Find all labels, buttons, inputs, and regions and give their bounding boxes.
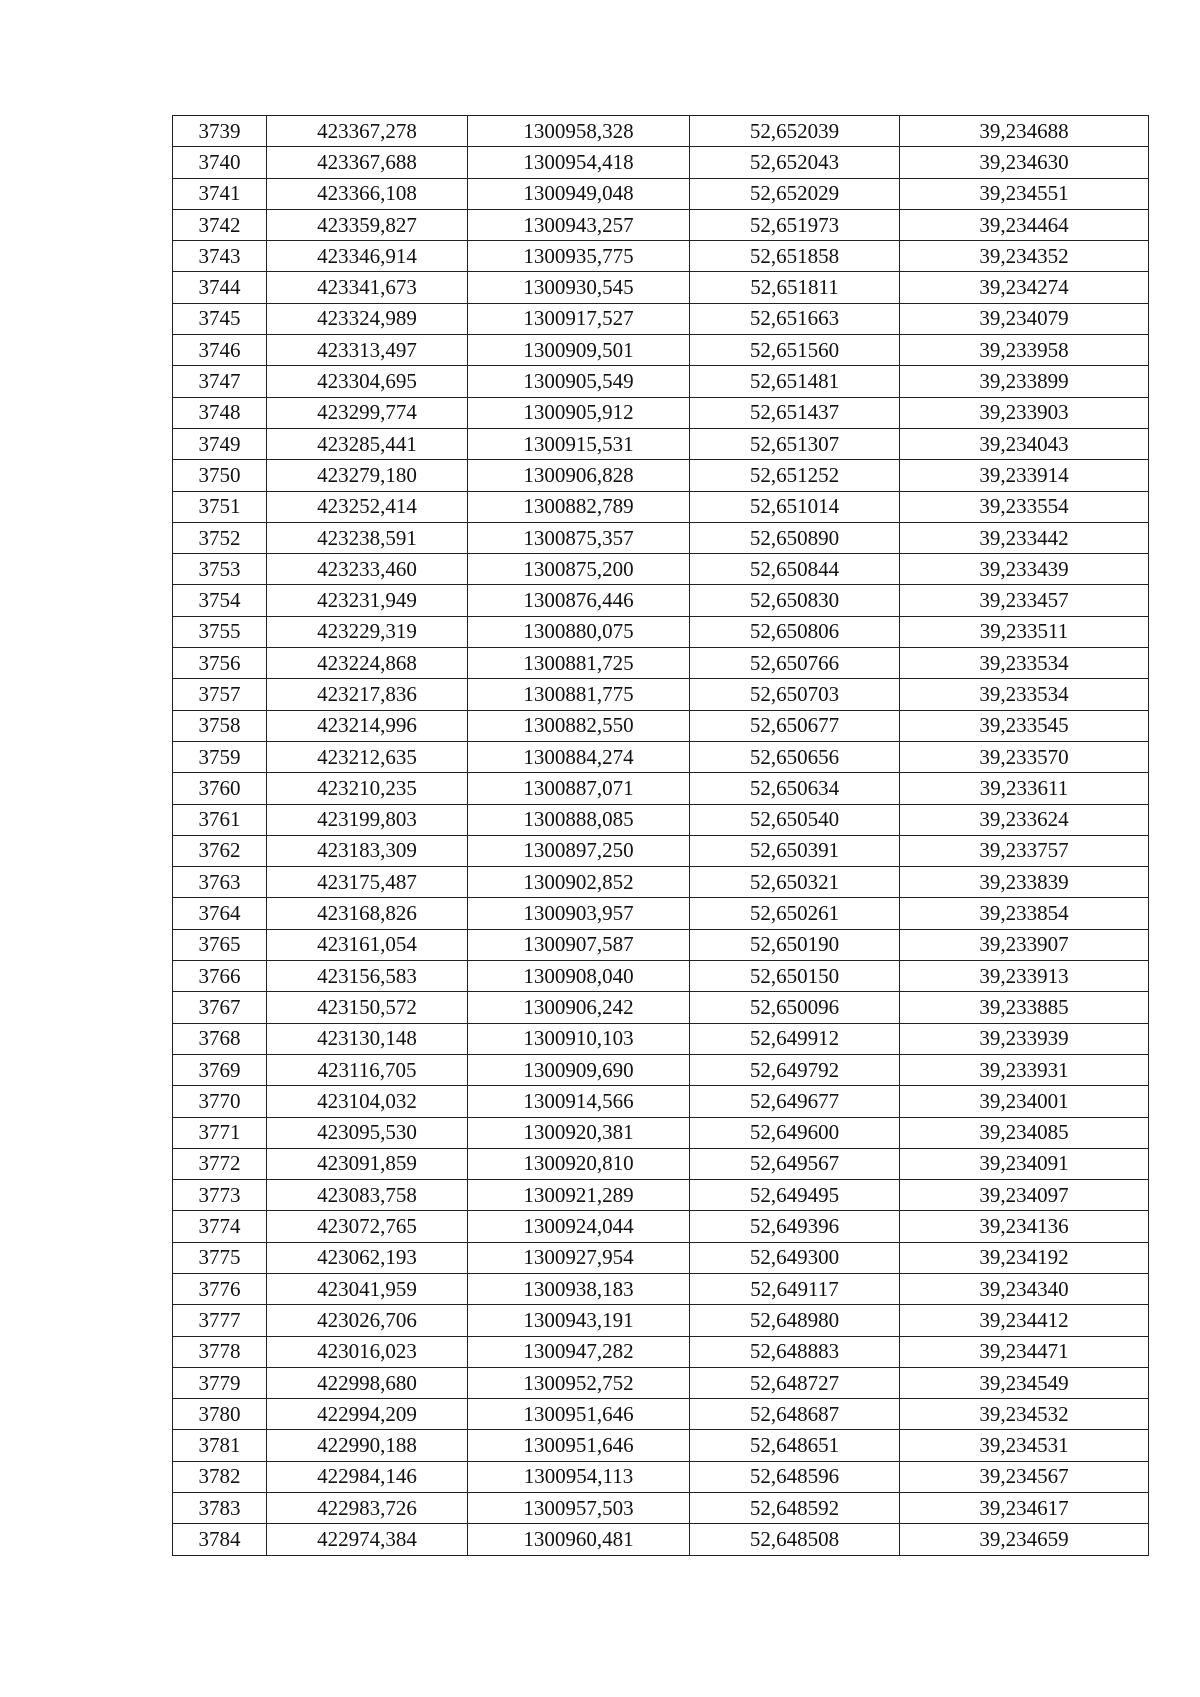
x-coordinate-cell: 423217,836 — [267, 679, 468, 710]
y-coordinate-cell: 1300951,646 — [468, 1399, 690, 1430]
latitude-cell: 52,650830 — [690, 585, 900, 616]
point-number-cell: 3756 — [173, 648, 267, 679]
x-coordinate-cell: 423367,278 — [267, 116, 468, 147]
table-row — [173, 929, 1149, 960]
x-coordinate-cell: 423116,705 — [267, 1054, 468, 1085]
y-coordinate-cell: 1300921,289 — [468, 1180, 690, 1211]
y-coordinate-cell: 1300909,690 — [468, 1054, 690, 1085]
y-coordinate-cell: 1300924,044 — [468, 1211, 690, 1242]
point-number-cell: 3748 — [173, 397, 267, 428]
latitude-cell: 52,651973 — [690, 209, 900, 240]
longitude-cell: 39,233885 — [900, 992, 1149, 1023]
point-number-cell: 3780 — [173, 1399, 267, 1430]
y-coordinate-cell: 1300907,587 — [468, 929, 690, 960]
longitude-cell: 39,234085 — [900, 1117, 1149, 1148]
table-row — [173, 648, 1149, 679]
point-number-cell: 3747 — [173, 366, 267, 397]
point-number-cell: 3754 — [173, 585, 267, 616]
point-number-cell: 3743 — [173, 241, 267, 272]
table-row — [173, 1430, 1149, 1461]
latitude-cell: 52,649567 — [690, 1148, 900, 1179]
longitude-cell: 39,234043 — [900, 428, 1149, 459]
y-coordinate-cell: 1300930,545 — [468, 272, 690, 303]
longitude-cell: 39,233442 — [900, 522, 1149, 553]
table-row — [173, 992, 1149, 1023]
point-number-cell: 3776 — [173, 1273, 267, 1304]
latitude-cell: 52,649495 — [690, 1180, 900, 1211]
table-row — [173, 1023, 1149, 1054]
point-number-cell: 3740 — [173, 147, 267, 178]
y-coordinate-cell: 1300905,549 — [468, 366, 690, 397]
longitude-cell: 39,233907 — [900, 929, 1149, 960]
table-row — [173, 679, 1149, 710]
table-row — [173, 1367, 1149, 1398]
point-number-cell: 3770 — [173, 1086, 267, 1117]
longitude-cell: 39,234549 — [900, 1367, 1149, 1398]
y-coordinate-cell: 1300897,250 — [468, 835, 690, 866]
longitude-cell: 39,234688 — [900, 116, 1149, 147]
x-coordinate-cell: 423324,989 — [267, 303, 468, 334]
point-number-cell: 3765 — [173, 929, 267, 960]
x-coordinate-cell: 423304,695 — [267, 366, 468, 397]
y-coordinate-cell: 1300917,527 — [468, 303, 690, 334]
table-row — [173, 961, 1149, 992]
latitude-cell: 52,650391 — [690, 835, 900, 866]
table-row — [173, 1273, 1149, 1304]
longitude-cell: 39,234340 — [900, 1273, 1149, 1304]
x-coordinate-cell: 423367,688 — [267, 147, 468, 178]
x-coordinate-cell: 423175,487 — [267, 867, 468, 898]
latitude-cell: 52,648651 — [690, 1430, 900, 1461]
x-coordinate-cell: 423183,309 — [267, 835, 468, 866]
latitude-cell: 52,650806 — [690, 616, 900, 647]
y-coordinate-cell: 1300882,550 — [468, 710, 690, 741]
latitude-cell: 52,648508 — [690, 1524, 900, 1555]
y-coordinate-cell: 1300914,566 — [468, 1086, 690, 1117]
latitude-cell: 52,650634 — [690, 773, 900, 804]
latitude-cell: 52,651858 — [690, 241, 900, 272]
table-row — [173, 397, 1149, 428]
longitude-cell: 39,234471 — [900, 1336, 1149, 1367]
latitude-cell: 52,648883 — [690, 1336, 900, 1367]
x-coordinate-cell: 423346,914 — [267, 241, 468, 272]
latitude-cell: 52,649792 — [690, 1054, 900, 1085]
x-coordinate-cell: 423016,023 — [267, 1336, 468, 1367]
y-coordinate-cell: 1300954,113 — [468, 1461, 690, 1492]
x-coordinate-cell: 422983,726 — [267, 1493, 468, 1524]
table-row — [173, 335, 1149, 366]
table-row — [173, 241, 1149, 272]
x-coordinate-cell: 423279,180 — [267, 460, 468, 491]
latitude-cell: 52,649300 — [690, 1242, 900, 1273]
x-coordinate-cell: 423156,583 — [267, 961, 468, 992]
y-coordinate-cell: 1300920,381 — [468, 1117, 690, 1148]
y-coordinate-cell: 1300958,328 — [468, 116, 690, 147]
point-number-cell: 3758 — [173, 710, 267, 741]
latitude-cell: 52,648592 — [690, 1493, 900, 1524]
table-row — [173, 616, 1149, 647]
x-coordinate-cell: 423199,803 — [267, 804, 468, 835]
y-coordinate-cell: 1300935,775 — [468, 241, 690, 272]
x-coordinate-cell: 423285,441 — [267, 428, 468, 459]
table-row — [173, 428, 1149, 459]
y-coordinate-cell: 1300888,085 — [468, 804, 690, 835]
latitude-cell: 52,650096 — [690, 992, 900, 1023]
table-row — [173, 491, 1149, 522]
table-row — [173, 1117, 1149, 1148]
point-number-cell: 3764 — [173, 898, 267, 929]
longitude-cell: 39,233913 — [900, 961, 1149, 992]
table-row — [173, 773, 1149, 804]
longitude-cell: 39,233511 — [900, 616, 1149, 647]
y-coordinate-cell: 1300949,048 — [468, 178, 690, 209]
x-coordinate-cell: 423224,868 — [267, 648, 468, 679]
longitude-cell: 39,233534 — [900, 648, 1149, 679]
latitude-cell: 52,650321 — [690, 867, 900, 898]
y-coordinate-cell: 1300910,103 — [468, 1023, 690, 1054]
longitude-cell: 39,234274 — [900, 272, 1149, 303]
longitude-cell: 39,233903 — [900, 397, 1149, 428]
point-number-cell: 3769 — [173, 1054, 267, 1085]
y-coordinate-cell: 1300906,242 — [468, 992, 690, 1023]
longitude-cell: 39,233931 — [900, 1054, 1149, 1085]
x-coordinate-cell: 422998,680 — [267, 1367, 468, 1398]
y-coordinate-cell: 1300938,183 — [468, 1273, 690, 1304]
point-number-cell: 3751 — [173, 491, 267, 522]
y-coordinate-cell: 1300887,071 — [468, 773, 690, 804]
point-number-cell: 3782 — [173, 1461, 267, 1492]
table-row — [173, 116, 1149, 147]
point-number-cell: 3757 — [173, 679, 267, 710]
y-coordinate-cell: 1300881,725 — [468, 648, 690, 679]
x-coordinate-cell: 423214,996 — [267, 710, 468, 741]
point-number-cell: 3762 — [173, 835, 267, 866]
longitude-cell: 39,233554 — [900, 491, 1149, 522]
point-number-cell: 3784 — [173, 1524, 267, 1555]
latitude-cell: 52,648687 — [690, 1399, 900, 1430]
y-coordinate-cell: 1300915,531 — [468, 428, 690, 459]
latitude-cell: 52,651252 — [690, 460, 900, 491]
longitude-cell: 39,233958 — [900, 335, 1149, 366]
x-coordinate-cell: 423026,706 — [267, 1305, 468, 1336]
coordinates-table-body — [173, 116, 1149, 1556]
y-coordinate-cell: 1300905,912 — [468, 397, 690, 428]
x-coordinate-cell: 422994,209 — [267, 1399, 468, 1430]
x-coordinate-cell: 423161,054 — [267, 929, 468, 960]
point-number-cell: 3746 — [173, 335, 267, 366]
y-coordinate-cell: 1300906,828 — [468, 460, 690, 491]
point-number-cell: 3742 — [173, 209, 267, 240]
table-row — [173, 1399, 1149, 1430]
point-number-cell: 3755 — [173, 616, 267, 647]
point-number-cell: 3781 — [173, 1430, 267, 1461]
table-row — [173, 1148, 1149, 1179]
latitude-cell: 52,650261 — [690, 898, 900, 929]
y-coordinate-cell: 1300908,040 — [468, 961, 690, 992]
x-coordinate-cell: 423229,319 — [267, 616, 468, 647]
table-row — [173, 1180, 1149, 1211]
table-row — [173, 1086, 1149, 1117]
table-row — [173, 1305, 1149, 1336]
table-row — [173, 272, 1149, 303]
x-coordinate-cell: 423150,572 — [267, 992, 468, 1023]
y-coordinate-cell: 1300875,200 — [468, 554, 690, 585]
table-row — [173, 1493, 1149, 1524]
longitude-cell: 39,234079 — [900, 303, 1149, 334]
point-number-cell: 3760 — [173, 773, 267, 804]
latitude-cell: 52,648596 — [690, 1461, 900, 1492]
y-coordinate-cell: 1300943,257 — [468, 209, 690, 240]
x-coordinate-cell: 422990,188 — [267, 1430, 468, 1461]
x-coordinate-cell: 423130,148 — [267, 1023, 468, 1054]
longitude-cell: 39,233439 — [900, 554, 1149, 585]
longitude-cell: 39,233611 — [900, 773, 1149, 804]
table-row — [173, 835, 1149, 866]
x-coordinate-cell: 423104,032 — [267, 1086, 468, 1117]
latitude-cell: 52,651811 — [690, 272, 900, 303]
point-number-cell: 3759 — [173, 741, 267, 772]
x-coordinate-cell: 423095,530 — [267, 1117, 468, 1148]
longitude-cell: 39,234097 — [900, 1180, 1149, 1211]
table-row — [173, 1524, 1149, 1555]
y-coordinate-cell: 1300960,481 — [468, 1524, 690, 1555]
x-coordinate-cell: 422974,384 — [267, 1524, 468, 1555]
longitude-cell: 39,234617 — [900, 1493, 1149, 1524]
latitude-cell: 52,648727 — [690, 1367, 900, 1398]
latitude-cell: 52,650766 — [690, 648, 900, 679]
longitude-cell: 39,234532 — [900, 1399, 1149, 1430]
table-row — [173, 209, 1149, 240]
longitude-cell: 39,234412 — [900, 1305, 1149, 1336]
point-number-cell: 3779 — [173, 1367, 267, 1398]
longitude-cell: 39,233534 — [900, 679, 1149, 710]
y-coordinate-cell: 1300947,282 — [468, 1336, 690, 1367]
table-row — [173, 804, 1149, 835]
y-coordinate-cell: 1300884,274 — [468, 741, 690, 772]
latitude-cell: 52,650656 — [690, 741, 900, 772]
latitude-cell: 52,652029 — [690, 178, 900, 209]
longitude-cell: 39,234567 — [900, 1461, 1149, 1492]
point-number-cell: 3741 — [173, 178, 267, 209]
latitude-cell: 52,651437 — [690, 397, 900, 428]
table-row — [173, 522, 1149, 553]
longitude-cell: 39,234192 — [900, 1242, 1149, 1273]
point-number-cell: 3778 — [173, 1336, 267, 1367]
longitude-cell: 39,234001 — [900, 1086, 1149, 1117]
latitude-cell: 52,650150 — [690, 961, 900, 992]
y-coordinate-cell: 1300909,501 — [468, 335, 690, 366]
point-number-cell: 3771 — [173, 1117, 267, 1148]
table-row — [173, 366, 1149, 397]
y-coordinate-cell: 1300951,646 — [468, 1430, 690, 1461]
point-number-cell: 3766 — [173, 961, 267, 992]
longitude-cell: 39,233899 — [900, 366, 1149, 397]
longitude-cell: 39,234551 — [900, 178, 1149, 209]
x-coordinate-cell: 423231,949 — [267, 585, 468, 616]
point-number-cell: 3752 — [173, 522, 267, 553]
latitude-cell: 52,652043 — [690, 147, 900, 178]
longitude-cell: 39,233939 — [900, 1023, 1149, 1054]
longitude-cell: 39,233914 — [900, 460, 1149, 491]
longitude-cell: 39,234531 — [900, 1430, 1149, 1461]
y-coordinate-cell: 1300927,954 — [468, 1242, 690, 1273]
point-number-cell: 3783 — [173, 1493, 267, 1524]
x-coordinate-cell: 423041,959 — [267, 1273, 468, 1304]
table-row — [173, 554, 1149, 585]
latitude-cell: 52,651307 — [690, 428, 900, 459]
point-number-cell: 3761 — [173, 804, 267, 835]
latitude-cell: 52,650703 — [690, 679, 900, 710]
y-coordinate-cell: 1300902,852 — [468, 867, 690, 898]
point-number-cell: 3774 — [173, 1211, 267, 1242]
y-coordinate-cell: 1300903,957 — [468, 898, 690, 929]
y-coordinate-cell: 1300882,789 — [468, 491, 690, 522]
longitude-cell: 39,234136 — [900, 1211, 1149, 1242]
point-number-cell: 3767 — [173, 992, 267, 1023]
x-coordinate-cell: 423168,826 — [267, 898, 468, 929]
x-coordinate-cell: 423252,414 — [267, 491, 468, 522]
table-row — [173, 585, 1149, 616]
x-coordinate-cell: 423210,235 — [267, 773, 468, 804]
longitude-cell: 39,234464 — [900, 209, 1149, 240]
point-number-cell: 3745 — [173, 303, 267, 334]
latitude-cell: 52,651014 — [690, 491, 900, 522]
x-coordinate-cell: 423072,765 — [267, 1211, 468, 1242]
longitude-cell: 39,234091 — [900, 1148, 1149, 1179]
table-row — [173, 710, 1149, 741]
longitude-cell: 39,233854 — [900, 898, 1149, 929]
latitude-cell: 52,650190 — [690, 929, 900, 960]
latitude-cell: 52,649600 — [690, 1117, 900, 1148]
latitude-cell: 52,650844 — [690, 554, 900, 585]
x-coordinate-cell: 423299,774 — [267, 397, 468, 428]
longitude-cell: 39,234630 — [900, 147, 1149, 178]
table-row — [173, 898, 1149, 929]
latitude-cell: 52,649117 — [690, 1273, 900, 1304]
point-number-cell: 3777 — [173, 1305, 267, 1336]
table-row — [173, 1461, 1149, 1492]
longitude-cell: 39,233545 — [900, 710, 1149, 741]
x-coordinate-cell: 423238,591 — [267, 522, 468, 553]
point-number-cell: 3753 — [173, 554, 267, 585]
table-row — [173, 147, 1149, 178]
latitude-cell: 52,652039 — [690, 116, 900, 147]
y-coordinate-cell: 1300943,191 — [468, 1305, 690, 1336]
table-row — [173, 1336, 1149, 1367]
x-coordinate-cell: 423212,635 — [267, 741, 468, 772]
latitude-cell: 52,648980 — [690, 1305, 900, 1336]
longitude-cell: 39,234352 — [900, 241, 1149, 272]
point-number-cell: 3772 — [173, 1148, 267, 1179]
y-coordinate-cell: 1300957,503 — [468, 1493, 690, 1524]
table-row — [173, 178, 1149, 209]
x-coordinate-cell: 423083,758 — [267, 1180, 468, 1211]
longitude-cell: 39,234659 — [900, 1524, 1149, 1555]
latitude-cell: 52,650890 — [690, 522, 900, 553]
point-number-cell: 3763 — [173, 867, 267, 898]
y-coordinate-cell: 1300876,446 — [468, 585, 690, 616]
table-row — [173, 1054, 1149, 1085]
latitude-cell: 52,651481 — [690, 366, 900, 397]
longitude-cell: 39,233839 — [900, 867, 1149, 898]
point-number-cell: 3749 — [173, 428, 267, 459]
latitude-cell: 52,649396 — [690, 1211, 900, 1242]
coordinates-table — [172, 115, 1149, 1556]
point-number-cell: 3739 — [173, 116, 267, 147]
y-coordinate-cell: 1300875,357 — [468, 522, 690, 553]
x-coordinate-cell: 423341,673 — [267, 272, 468, 303]
y-coordinate-cell: 1300920,810 — [468, 1148, 690, 1179]
table-row — [173, 460, 1149, 491]
point-number-cell: 3775 — [173, 1242, 267, 1273]
x-coordinate-cell: 423366,108 — [267, 178, 468, 209]
point-number-cell: 3768 — [173, 1023, 267, 1054]
latitude-cell: 52,649677 — [690, 1086, 900, 1117]
x-coordinate-cell: 423091,859 — [267, 1148, 468, 1179]
latitude-cell: 52,650540 — [690, 804, 900, 835]
y-coordinate-cell: 1300880,075 — [468, 616, 690, 647]
point-number-cell: 3744 — [173, 272, 267, 303]
table-row — [173, 867, 1149, 898]
longitude-cell: 39,233457 — [900, 585, 1149, 616]
point-number-cell: 3773 — [173, 1180, 267, 1211]
latitude-cell: 52,649912 — [690, 1023, 900, 1054]
x-coordinate-cell: 423062,193 — [267, 1242, 468, 1273]
table-row — [173, 303, 1149, 334]
y-coordinate-cell: 1300954,418 — [468, 147, 690, 178]
table-row — [173, 1242, 1149, 1273]
latitude-cell: 52,650677 — [690, 710, 900, 741]
x-coordinate-cell: 423233,460 — [267, 554, 468, 585]
table-row — [173, 741, 1149, 772]
x-coordinate-cell: 422984,146 — [267, 1461, 468, 1492]
latitude-cell: 52,651560 — [690, 335, 900, 366]
x-coordinate-cell: 423313,497 — [267, 335, 468, 366]
x-coordinate-cell: 423359,827 — [267, 209, 468, 240]
latitude-cell: 52,651663 — [690, 303, 900, 334]
y-coordinate-cell: 1300952,752 — [468, 1367, 690, 1398]
table-row — [173, 1211, 1149, 1242]
longitude-cell: 39,233757 — [900, 835, 1149, 866]
longitude-cell: 39,233570 — [900, 741, 1149, 772]
longitude-cell: 39,233624 — [900, 804, 1149, 835]
point-number-cell: 3750 — [173, 460, 267, 491]
y-coordinate-cell: 1300881,775 — [468, 679, 690, 710]
